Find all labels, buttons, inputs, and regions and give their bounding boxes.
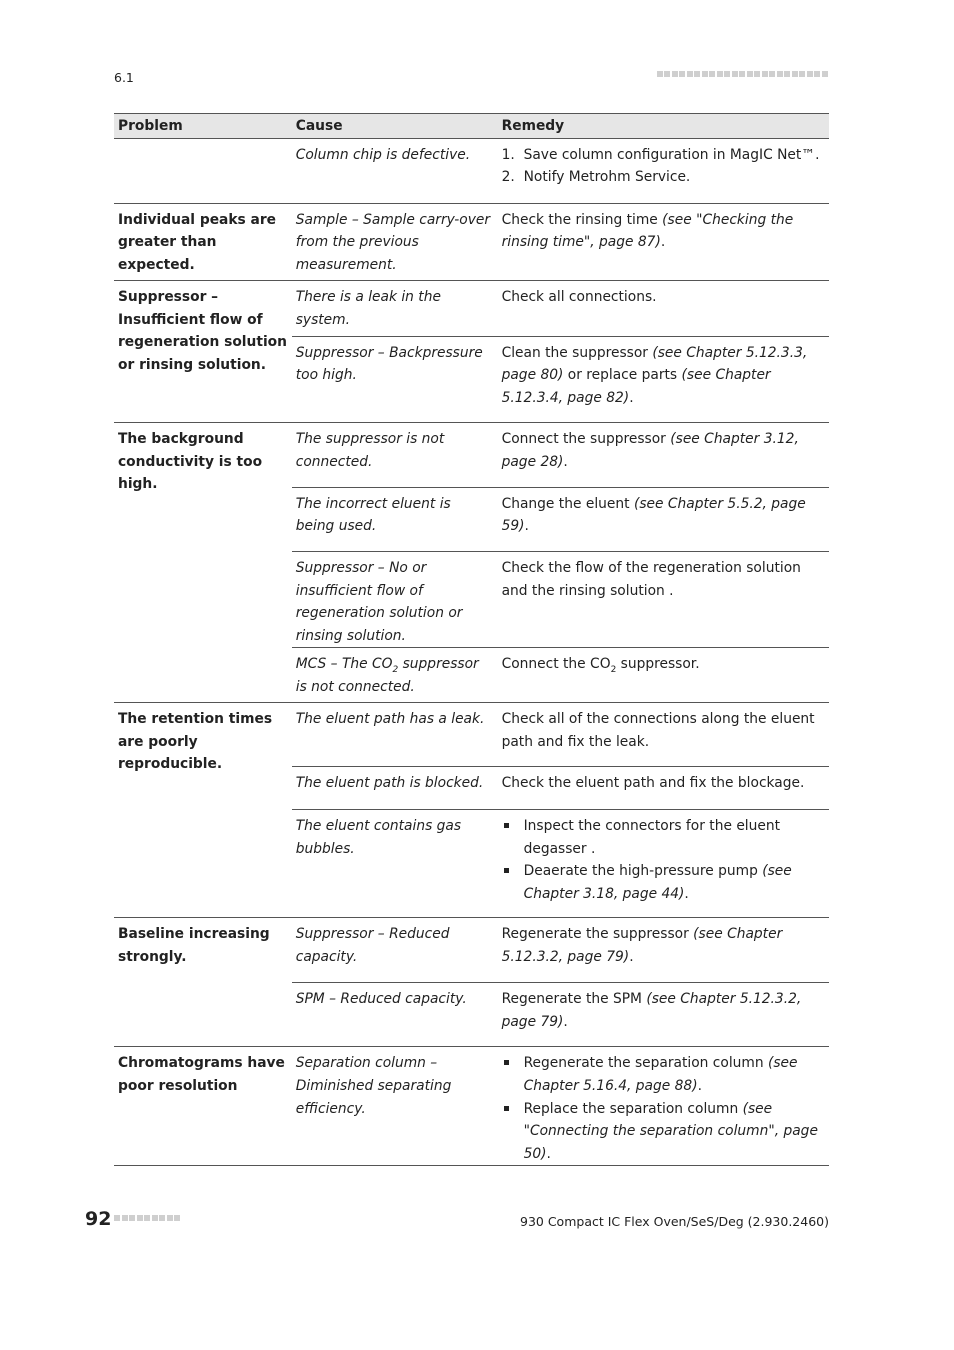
list-item: Replace the separation column (see "Connecting the separation column", page 50). bbox=[502, 1098, 825, 1166]
problem-cell: Suppressor – Insufficient flow of regeneration solution or rinsing solution. bbox=[118, 289, 287, 373]
remedy-cell: Regenerate the suppressor (see Chapter 5.12.3.2, page 79). bbox=[501, 926, 783, 966]
table-row bbox=[114, 138, 829, 203]
remedy-bullets bbox=[502, 815, 825, 905]
cause-cell: The eluent contains gas bubbles. bbox=[295, 817, 462, 857]
cause-cell: Suppressor – No or insufficient flow of regeneration solution or rinsing solution. bbox=[295, 560, 463, 644]
column-header-problem: Problem bbox=[114, 114, 292, 139]
column-header-remedy: Remedy bbox=[498, 114, 829, 139]
table-header-row bbox=[114, 114, 829, 139]
remedy-cell: Regenerate the SPM (see Chapter 5.12.3.2, page 79). bbox=[501, 990, 802, 1030]
table-row bbox=[114, 204, 829, 281]
remedy-cell: Connect the $CO_2$ suppressor. bbox=[501, 656, 700, 676]
cause-cell: The suppressor is not connected. bbox=[295, 431, 445, 470]
cause-cell: Column chip is defective. bbox=[295, 146, 471, 163]
cause-cell: Separation column – Diminished separating efficiency. bbox=[295, 1055, 452, 1117]
remedy-cell bbox=[498, 1047, 829, 1165]
problem-cell: The retention times are poorly reproducible. bbox=[118, 710, 273, 773]
remedy-cell: Change the eluent (see Chapter 5.5.2, page 59). bbox=[501, 495, 806, 535]
list-item: 2. Notify Metrohm Service. bbox=[501, 169, 691, 186]
footer-decoration bbox=[114, 1214, 182, 1224]
cause-cell: MCS – The $CO_2$ suppressor is not connected. bbox=[295, 656, 479, 696]
remedy-cell: Check all connections. bbox=[501, 289, 657, 306]
cause-cell: There is a leak in the system. bbox=[295, 289, 441, 328]
table-row bbox=[114, 1047, 829, 1165]
table-row bbox=[114, 918, 829, 982]
problem-cell: Chromatograms have poor resolution bbox=[118, 1055, 285, 1095]
problem-cell: The background conductivity is too high. bbox=[118, 431, 263, 493]
table-row bbox=[114, 281, 829, 336]
column-header-cause: Cause bbox=[292, 114, 498, 139]
remedy-cell: Check the flow of the regeneration solution and the rinsing solution . bbox=[501, 560, 801, 599]
problem-cell: Baseline increasing strongly. bbox=[118, 926, 270, 966]
remedy-cell: Check the eluent path and fix the blockage. bbox=[501, 775, 805, 792]
table-row bbox=[114, 703, 829, 767]
cause-cell: The eluent path is blocked. bbox=[295, 775, 484, 792]
header-decoration bbox=[657, 70, 830, 80]
list-item: Inspect the connectors for the eluent degasser . bbox=[502, 815, 825, 860]
list-item: Regenerate the separation column (see Chapter 5.16.4, page 88). bbox=[502, 1052, 825, 1097]
remedy-bullets bbox=[502, 1052, 825, 1165]
table-row bbox=[114, 423, 829, 487]
remedy-cell bbox=[498, 810, 829, 918]
remedy-steps bbox=[502, 144, 825, 189]
cause-cell: The eluent path has a leak. bbox=[295, 710, 485, 727]
cause-cell: SPM – Reduced capacity. bbox=[295, 990, 467, 1007]
document-title: 930 Compact IC Flex Oven/SeS/Deg (2.930.2460) bbox=[520, 1214, 829, 1229]
section-number: 6.1 bbox=[114, 70, 134, 85]
list-item: 1. Save column configuration in MagIC Net™. bbox=[501, 146, 820, 163]
remedy-cell bbox=[498, 138, 829, 203]
remedy-cell: Check all of the connections along the eluent path and fix the leak. bbox=[501, 710, 815, 750]
page-number: 92 bbox=[85, 1208, 112, 1230]
cause-cell: Sample – Sample carry-over from the previous measurement. bbox=[295, 211, 491, 273]
remedy-cell: Clean the suppressor (see Chapter 5.12.3.3, page 80) or replace parts (see Chapter 5.12.3.4, page 82). bbox=[501, 344, 808, 406]
list-item: Deaerate the high-pressure pump (see Chapter 3.18, page 44). bbox=[502, 860, 825, 905]
remedy-cell: Check the rinsing time (see "Checking the rinsing time", page 87). bbox=[501, 211, 794, 251]
troubleshooting-table bbox=[114, 113, 829, 1166]
cause-cell: Suppressor – Reduced capacity. bbox=[295, 926, 450, 966]
problem-cell: Individual peaks are greater than expected. bbox=[118, 211, 277, 273]
remedy-cell: Connect the suppressor (see Chapter 3.12, page 28). bbox=[501, 431, 799, 470]
cause-cell: Suppressor – Backpressure too high. bbox=[295, 344, 483, 384]
cause-cell: The incorrect eluent is being used. bbox=[295, 495, 451, 535]
